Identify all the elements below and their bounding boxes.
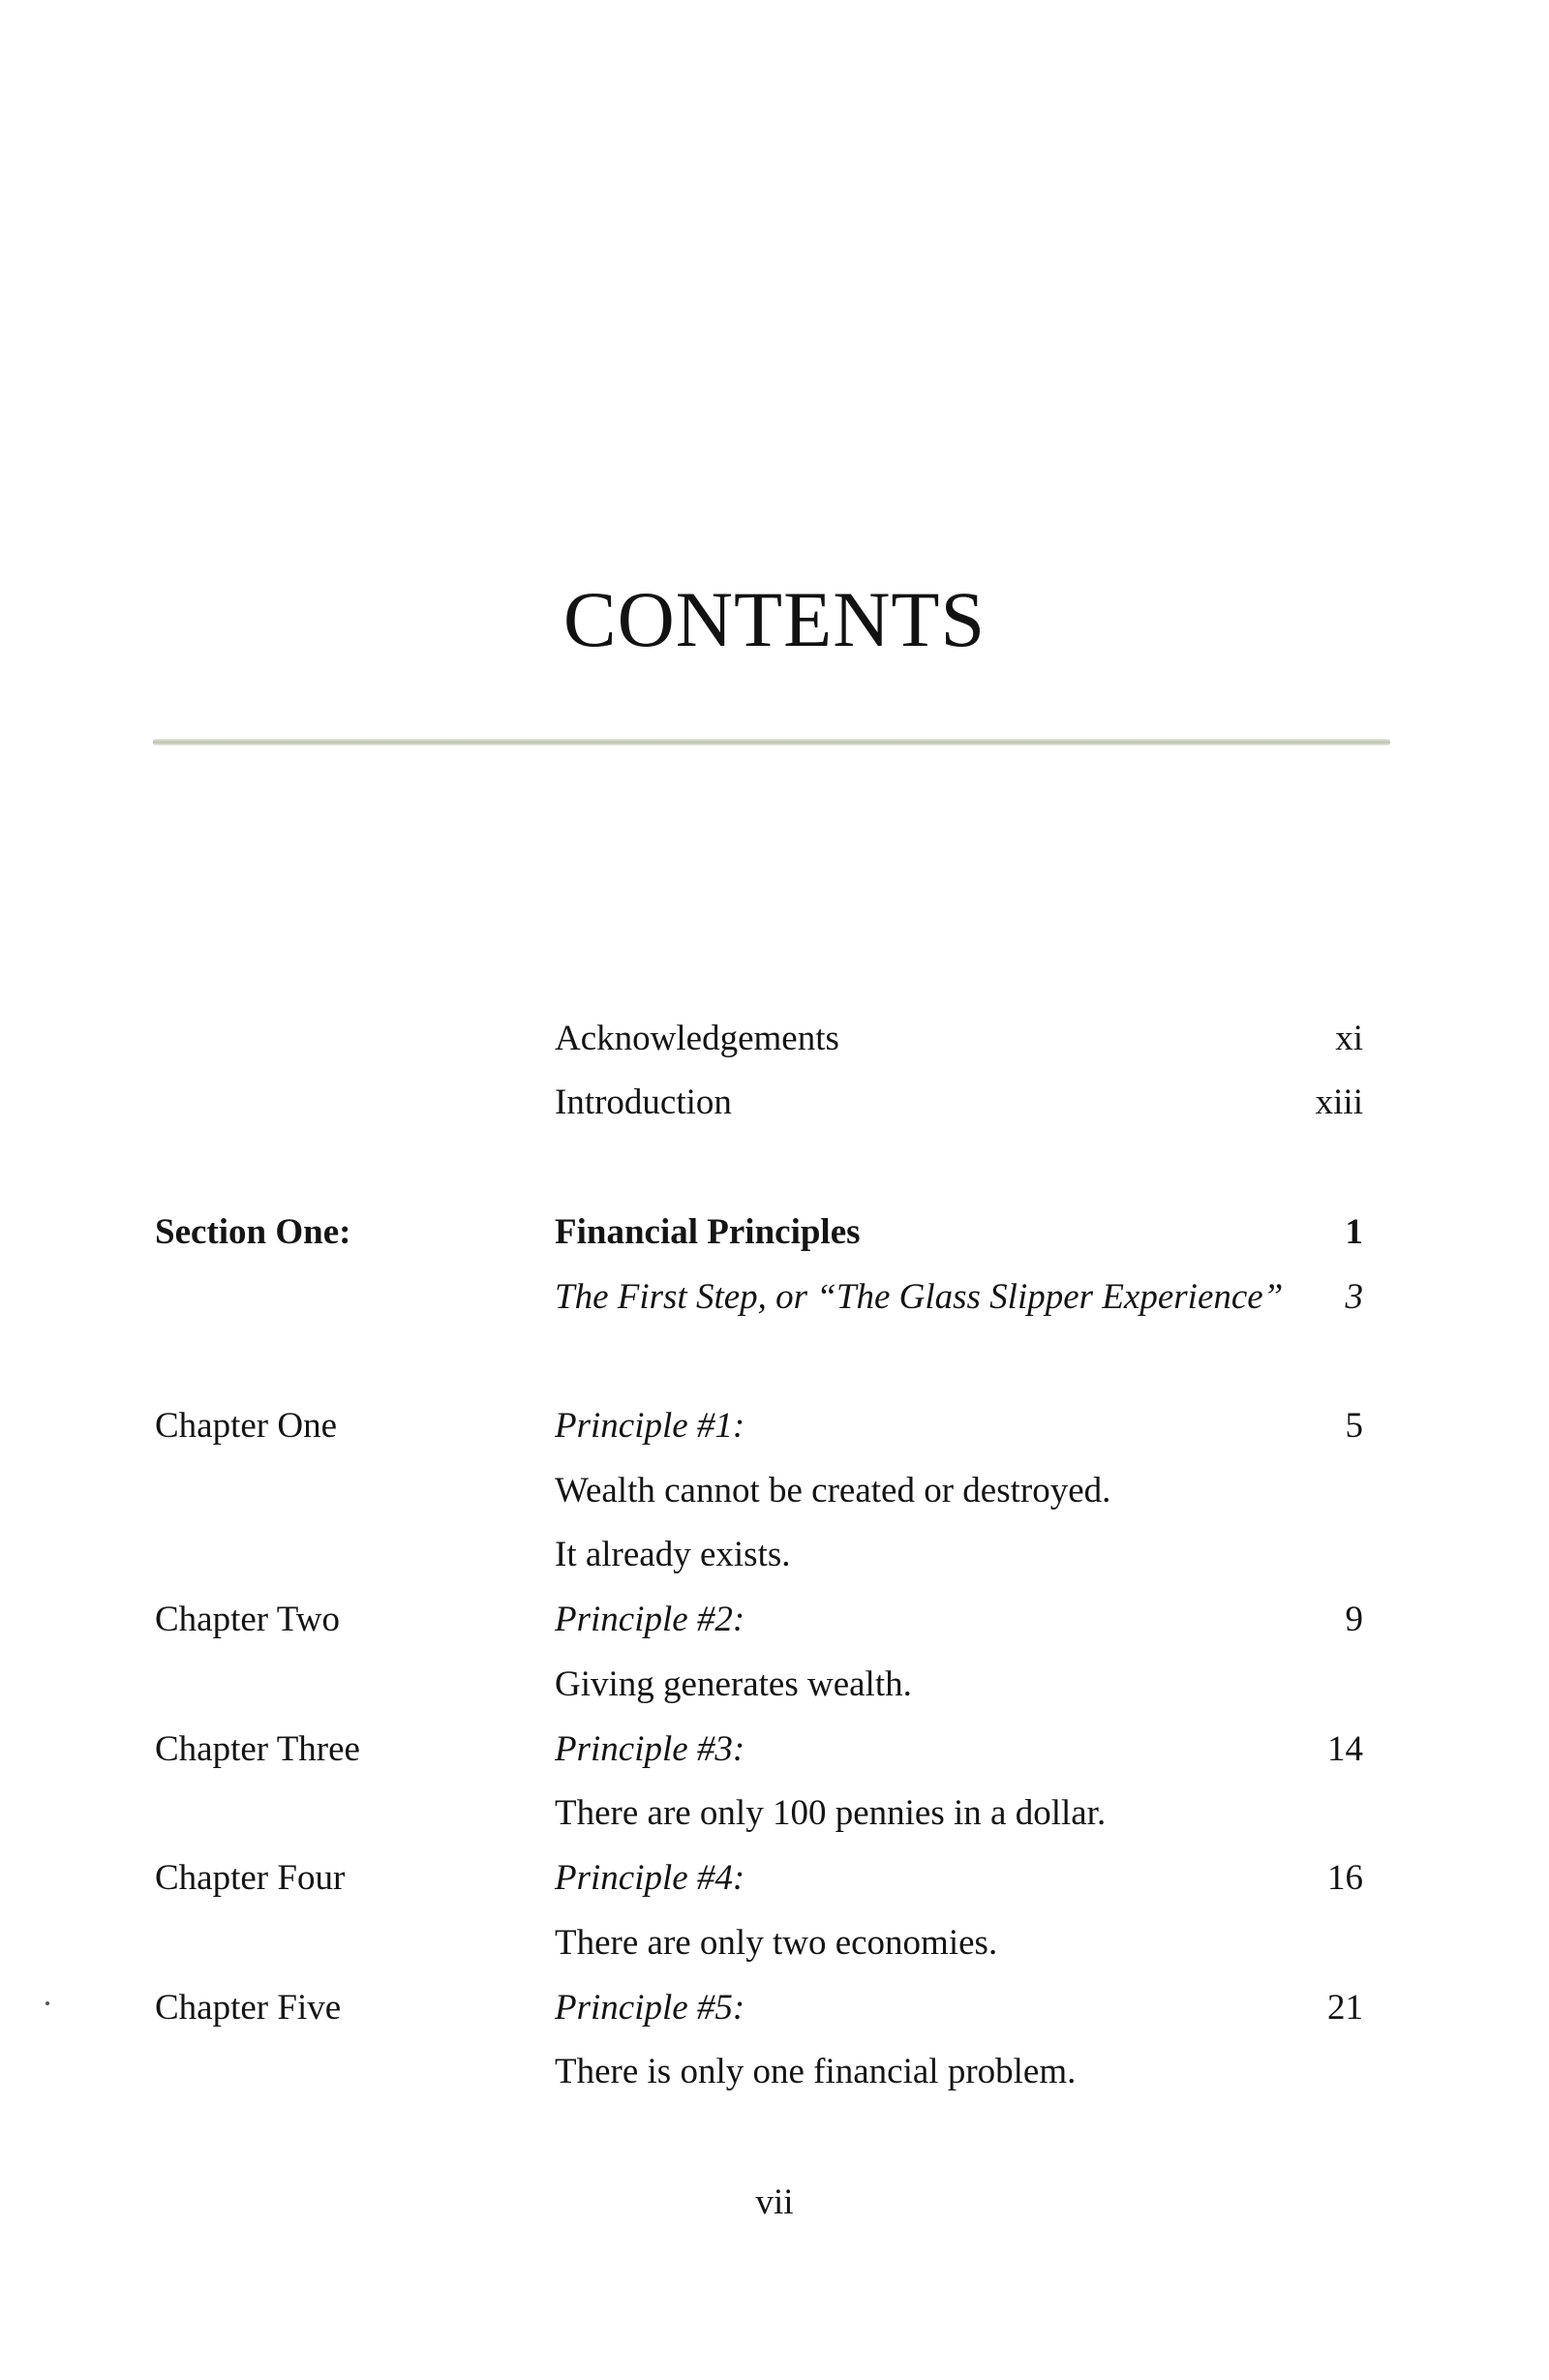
principle-text: There are only two economies. [555,1923,998,1963]
principle-description [0,1656,1549,1714]
toc-page-number: 5 [1345,1406,1363,1446]
principle-label: Principle #5: [555,1988,745,2028]
toc-chapter-five[interactable] [0,1979,1549,2037]
toc-chapter-two[interactable] [0,1591,1549,1649]
chapter-label: Chapter Five [155,1988,342,2028]
chapter-label: Chapter Three [155,1729,360,1769]
principle-text: Wealth cannot be created or destroyed. [555,1471,1111,1510]
principle-text: It already exists. [555,1535,791,1574]
title-divider [153,739,1390,746]
toc-page-number: 1 [1345,1212,1363,1252]
toc-entry-first-step[interactable] [0,1268,1549,1327]
principle-label: Principle #3: [555,1729,745,1769]
toc-section-one[interactable] [0,1204,1549,1262]
principle-label: Principle #2: [555,1600,745,1639]
scan-speck [46,2001,49,2005]
principle-text: There are only 100 pennies in a dollar. [555,1793,1107,1833]
toc-entry-title: Acknowledgements [555,1019,839,1058]
toc-chapter-three[interactable] [0,1721,1549,1779]
principle-label: Principle #1: [555,1406,745,1446]
principle-description [0,1526,1549,1584]
page-folio: vii [755,2182,794,2222]
toc-entry-introduction[interactable] [0,1074,1549,1132]
principle-description [0,1462,1549,1520]
toc-page-number: 14 [1327,1729,1363,1769]
toc-page-number: 3 [1345,1277,1363,1317]
section-title: Financial Principles [555,1212,861,1252]
principle-description [0,2043,1549,2101]
toc-entry-acknowledgements[interactable] [0,1010,1549,1068]
section-subtitle: The First Step, or “The Glass Slipper Experience” [555,1277,1284,1317]
toc-chapter-one[interactable] [0,1397,1549,1455]
toc-page-number: 16 [1327,1858,1363,1898]
principle-text: Giving generates wealth. [555,1664,912,1704]
toc-chapter-four[interactable] [0,1849,1549,1907]
toc-entry-title: Introduction [555,1083,732,1122]
chapter-label: Chapter One [155,1406,338,1446]
principle-text: There is only one financial problem. [555,2052,1077,2091]
chapter-label: Chapter Four [155,1858,346,1898]
page-title: CONTENTS [562,575,987,663]
principle-label: Principle #4: [555,1858,745,1898]
section-label: Section One: [155,1212,351,1252]
chapter-label: Chapter Two [155,1600,340,1639]
toc-page-number: xiii [1315,1083,1363,1122]
toc-page-number: xi [1335,1019,1363,1058]
toc-page-number: 9 [1345,1600,1363,1639]
principle-description [0,1914,1549,1972]
principle-description [0,1785,1549,1843]
toc-page-number: 21 [1327,1988,1363,2028]
